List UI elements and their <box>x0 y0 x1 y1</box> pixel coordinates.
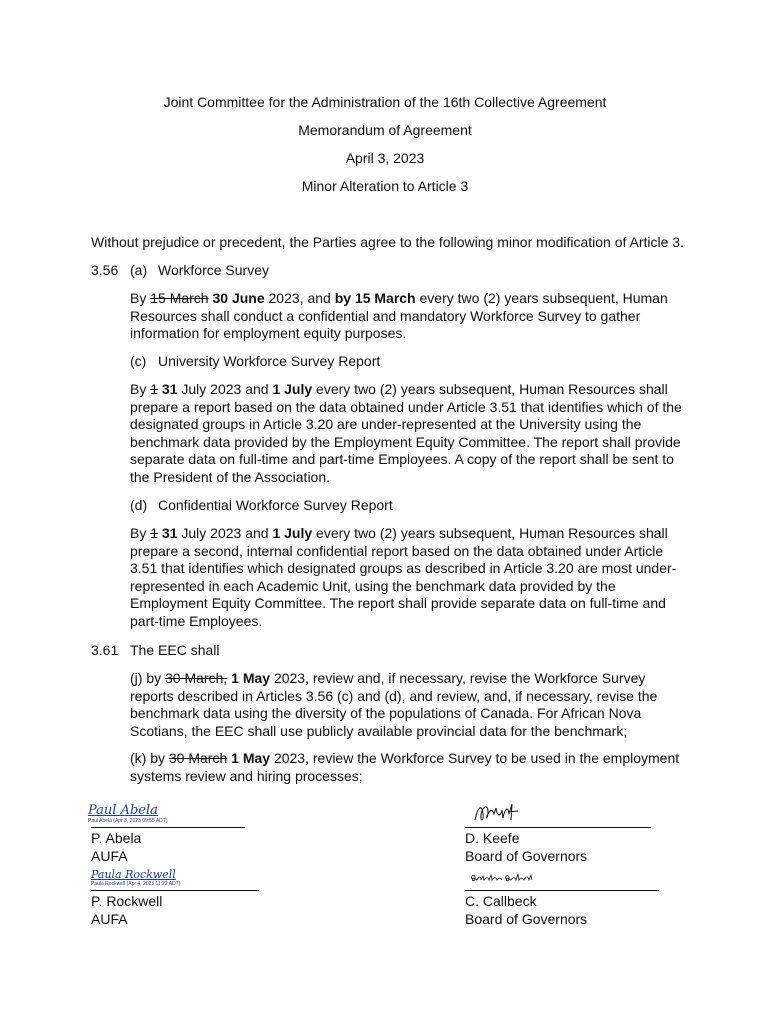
rockwell-org: AUFA <box>91 911 128 927</box>
abela-signature: Paul Abela Paul Abela (Apr 3, 2023 09:55 ADT) <box>88 803 168 824</box>
callbeck-org: Board of Governors <box>465 911 588 927</box>
abela-org: AUFA <box>91 848 128 864</box>
abela-signature-line <box>91 827 245 828</box>
bold-text: 1 July <box>272 381 313 397</box>
bold-text: by 15 March <box>334 290 416 306</box>
strikethrough-text: 1 <box>150 381 159 397</box>
header-line-2: Memorandum of Agreement <box>298 122 472 138</box>
bold-text: 31 <box>161 525 178 541</box>
article-number-361: 3.61 <box>91 642 119 658</box>
keefe-org: Board of Governors <box>465 848 588 864</box>
rockwell-signature-line <box>91 890 259 891</box>
callbeck-signature <box>468 871 538 885</box>
abela-name: P. Abela <box>91 830 142 846</box>
bold-text: 31 <box>161 381 178 397</box>
item-k-text: (k) by 30 March 1 May 2023, review the Workforce Survey to be used in the employment systems review and hiring processes; <box>130 750 680 784</box>
subsection-a-label: (a) <box>130 262 148 278</box>
subsection-d-title: Confidential Workforce Survey Report <box>158 497 393 513</box>
rockwell-signature: Paula Rockwell Paula Rockwell (Apr 4, 2023 11:22 ADT) <box>91 868 181 887</box>
abela-signature-stamp: Paul Abela (Apr 3, 2023 09:55 ADT) <box>88 818 168 824</box>
callbeck-signature-line <box>465 890 659 891</box>
rockwell-name: P. Rockwell <box>91 893 163 909</box>
keefe-signature-line <box>465 827 651 828</box>
article-number-356: 3.56 <box>91 262 119 278</box>
bold-text: 1 May <box>231 670 271 686</box>
keefe-name: D. Keefe <box>465 830 520 846</box>
keefe-signature <box>472 800 522 826</box>
subsection-d-label: (d) <box>130 497 148 513</box>
header-line-1: Joint Committee for the Administration of the 16th Collective Agreement <box>163 94 607 110</box>
item-j-text: (j) by 30 March, 1 May 2023, review and, if necessary, revise the Workforce Survey reports described in Articles 3.56 (c) and (d), and review, and, if necessary, revise the benchmark data using the diversity of the populations of Canada. For African Nova Scotians, the EEC shall use publicly available provincial data for the benchmark; <box>130 670 658 739</box>
bold-text: 30 June <box>212 290 265 306</box>
subsection-a-text: By 15 March 30 June 2023, and by 15 March every two (2) years subsequent, Human Resources shall conduct a confidential and mandatory Workforce Survey to gather information for employment equity purposes. <box>130 290 668 342</box>
strikethrough-text: 30 March <box>168 750 228 766</box>
rockwell-signature-stamp: Paula Rockwell (Apr 4, 2023 11:22 ADT) <box>91 881 181 887</box>
subsection-c-text: By 1 31 July 2023 and 1 July every two (2) years subsequent, Human Resources shall prepare a report based on the data obtained under Article 3.51 that identifies which of the designated groups in Article 3.20 are under-represented at the University using the benchmark data provided by the Employment Equity Committee. The report shall provide separate data on full-time and part-time Employees. A copy of the report shall be sent to the President of the Association. <box>130 381 682 485</box>
header-subject: Minor Alteration to Article 3 <box>301 178 469 194</box>
strikethrough-text: 15 March <box>150 290 209 306</box>
bold-text: 1 May <box>231 750 271 766</box>
subsection-c-title: University Workforce Survey Report <box>158 353 381 369</box>
subsection-d-text: By 1 31 July 2023 and 1 July every two (2) years subsequent, Human Resources shall prepare a second, internal confidential report based on the data obtained under Article 3.51 that identifies which designated groups as described in Article 3.20 are most under-represented in each Academic Unit, using the benchmark data provided by the Employment Equity Committee. The report shall provide separate data on full-time and part-time Employees. <box>130 525 677 629</box>
bold-text: 1 July <box>272 525 313 541</box>
intro-paragraph: Without prejudice or precedent, the Parties agree to the following minor modification of Article 3. <box>91 234 684 250</box>
subsection-c-label: (c) <box>130 353 147 369</box>
strikethrough-text: 30 March, <box>165 670 228 686</box>
callbeck-name: C. Callbeck <box>465 893 537 909</box>
strikethrough-text: 1 <box>150 525 159 541</box>
subsection-a-title: Workforce Survey <box>158 262 269 278</box>
article-361-title: The EEC shall <box>130 642 220 658</box>
header-date: April 3, 2023 <box>345 150 425 166</box>
